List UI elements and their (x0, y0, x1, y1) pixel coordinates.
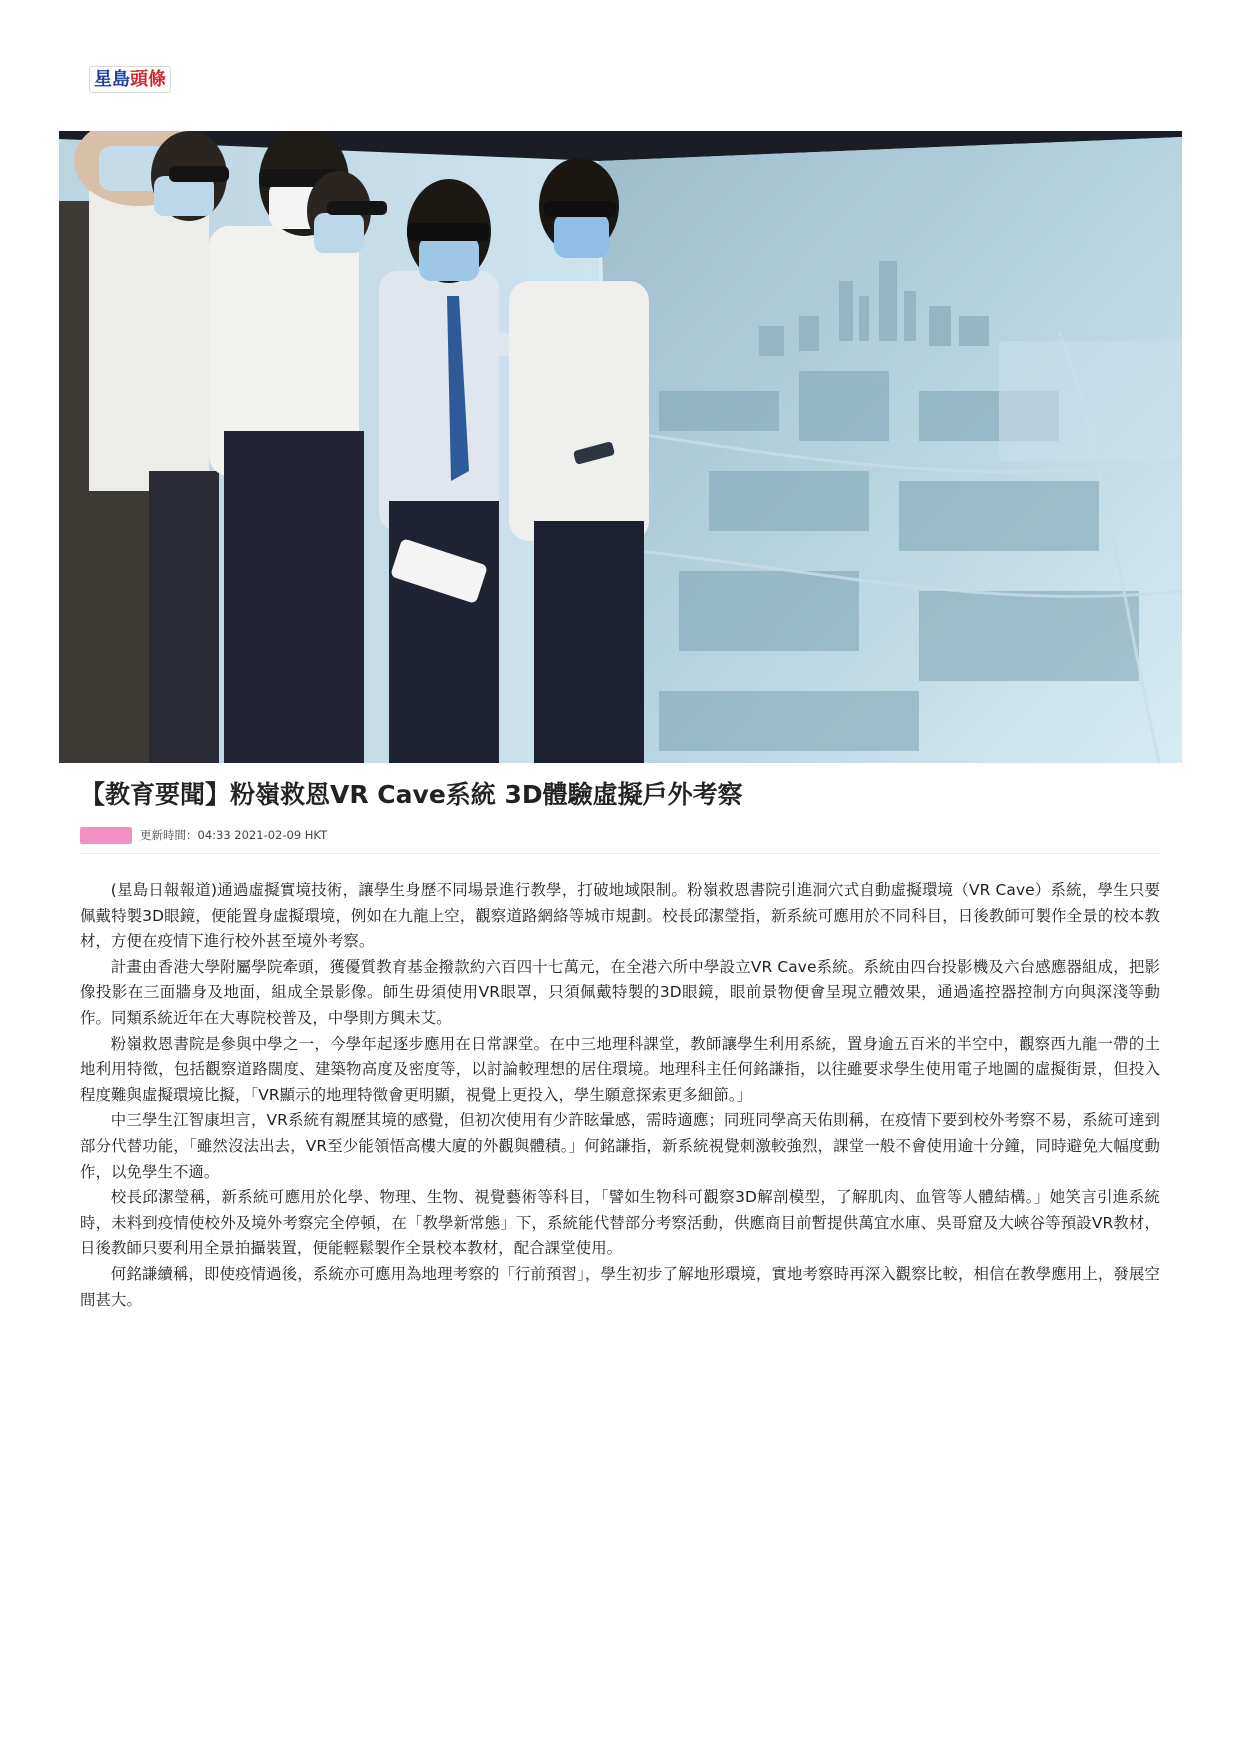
article-paragraph: 中三學生江智康坦言，VR系統有親歷其境的感覺，但初次使用有少許眩暈感，需時適應；同班同學高天佑則稱，在疫情下要到校外考察不易，系統可達到部分代替功能，「雖然沒法出去，VR至少能領悟高樓大廈的外觀與體積。」何銘謙指，新系統視覺刺激較強烈，課堂一般不會使用逾十分鐘，同時避免大幅度動作，以免學生不適。 (80, 1111, 1160, 1181)
article-paragraph: (星島日報報道)通過虛擬實境技術，讓學生身歷不同場景進行教學，打破地域限制。粉嶺救恩書院引進洞穴式自動虛擬環境（VR Cave）系統，學生只要佩戴特製3D眼鏡，便能置身虛擬環境，例如在九龍上空，觀察道路網絡等城市規劃。校長邱潔瑩指，新系統可應用於不同科目，日後教師可製作全景的校本教材，方便在疫情下進行校外甚至境外考察。 (80, 881, 1160, 951)
article-body (80, 878, 1160, 1313)
article-paragraph: 計畫由香港大學附屬學院牽頭，獲優質教育基金撥款約六百四十七萬元，在全港六所中學設立VR Cave系統。系統由四台投影機及六台感應器組成，把影像投影在三面牆身及地面，組成全景影像。師生毋須使用VR眼罩，只須佩戴特製的3D眼鏡，眼前景物便會呈現立體效果，通過遙控器控制方向與深淺等動作。同類系統近年在大專院校普及，中學則方興未艾。 (80, 957, 1161, 1027)
article-paragraph: 校長邱潔瑩稱，新系統可應用於化學、物理、生物、視覺藝術等科目，「譬如生物科可觀察3D解剖模型，了解肌肉、血管等人體結構。」她笑言引進系統時，未料到疫情使校外及境外考察完全停頓，在「教學新常態」下，系統能代替部分考察活動，供應商目前暫提供萬宜水庫、吳哥窟及大峽谷等預設VR教材，日後教師只要利用全景拍攝裝置，便能輕鬆製作全景校本教材，配合課堂使用。 (80, 1188, 1160, 1258)
meta-divider (80, 853, 1160, 854)
category-badge[interactable] (80, 827, 132, 844)
article-meta (80, 826, 327, 844)
update-time-label: 更新時間： (140, 828, 198, 842)
hero-photo (59, 131, 1182, 763)
article-paragraph: 何銘謙續稱，即使疫情過後，系統亦可應用為地理考察的「行前預習」，學生初步了解地形環境，實地考察時再深入觀察比較，相信在教學應用上，發展空間甚大。 (80, 1264, 1160, 1309)
vr-cave-photo-illustration (59, 131, 1182, 763)
logo-text-part1: 星島 (94, 68, 130, 90)
article-paragraph: 粉嶺救恩書院是參與中學之一，今學年起逐步應用在日常課堂。在中三地理科課堂，教師讓學生利用系統，置身逾五百米的半空中，觀察西九龍一帶的土地利用特徵，包括觀察道路闊度、建築物高度及密度等，以討論較理想的居住環境。地理科主任何銘謙指，以往雖要求學生使用電子地圖的虛擬街景，但投入程度難與虛擬環境比擬，「VR顯示的地理特徵會更明顯，視覺上更投入，學生願意探索更多細節。」 (80, 1034, 1160, 1104)
article-title: 【教育要聞】粉嶺救恩VR Cave系統 3D體驗虛擬戶外考察 (80, 780, 743, 809)
logo-text-part2: 頭條 (130, 68, 166, 90)
update-time-value: 04:33 2021-02-09 HKT (197, 828, 328, 842)
site-logo[interactable] (89, 66, 171, 93)
